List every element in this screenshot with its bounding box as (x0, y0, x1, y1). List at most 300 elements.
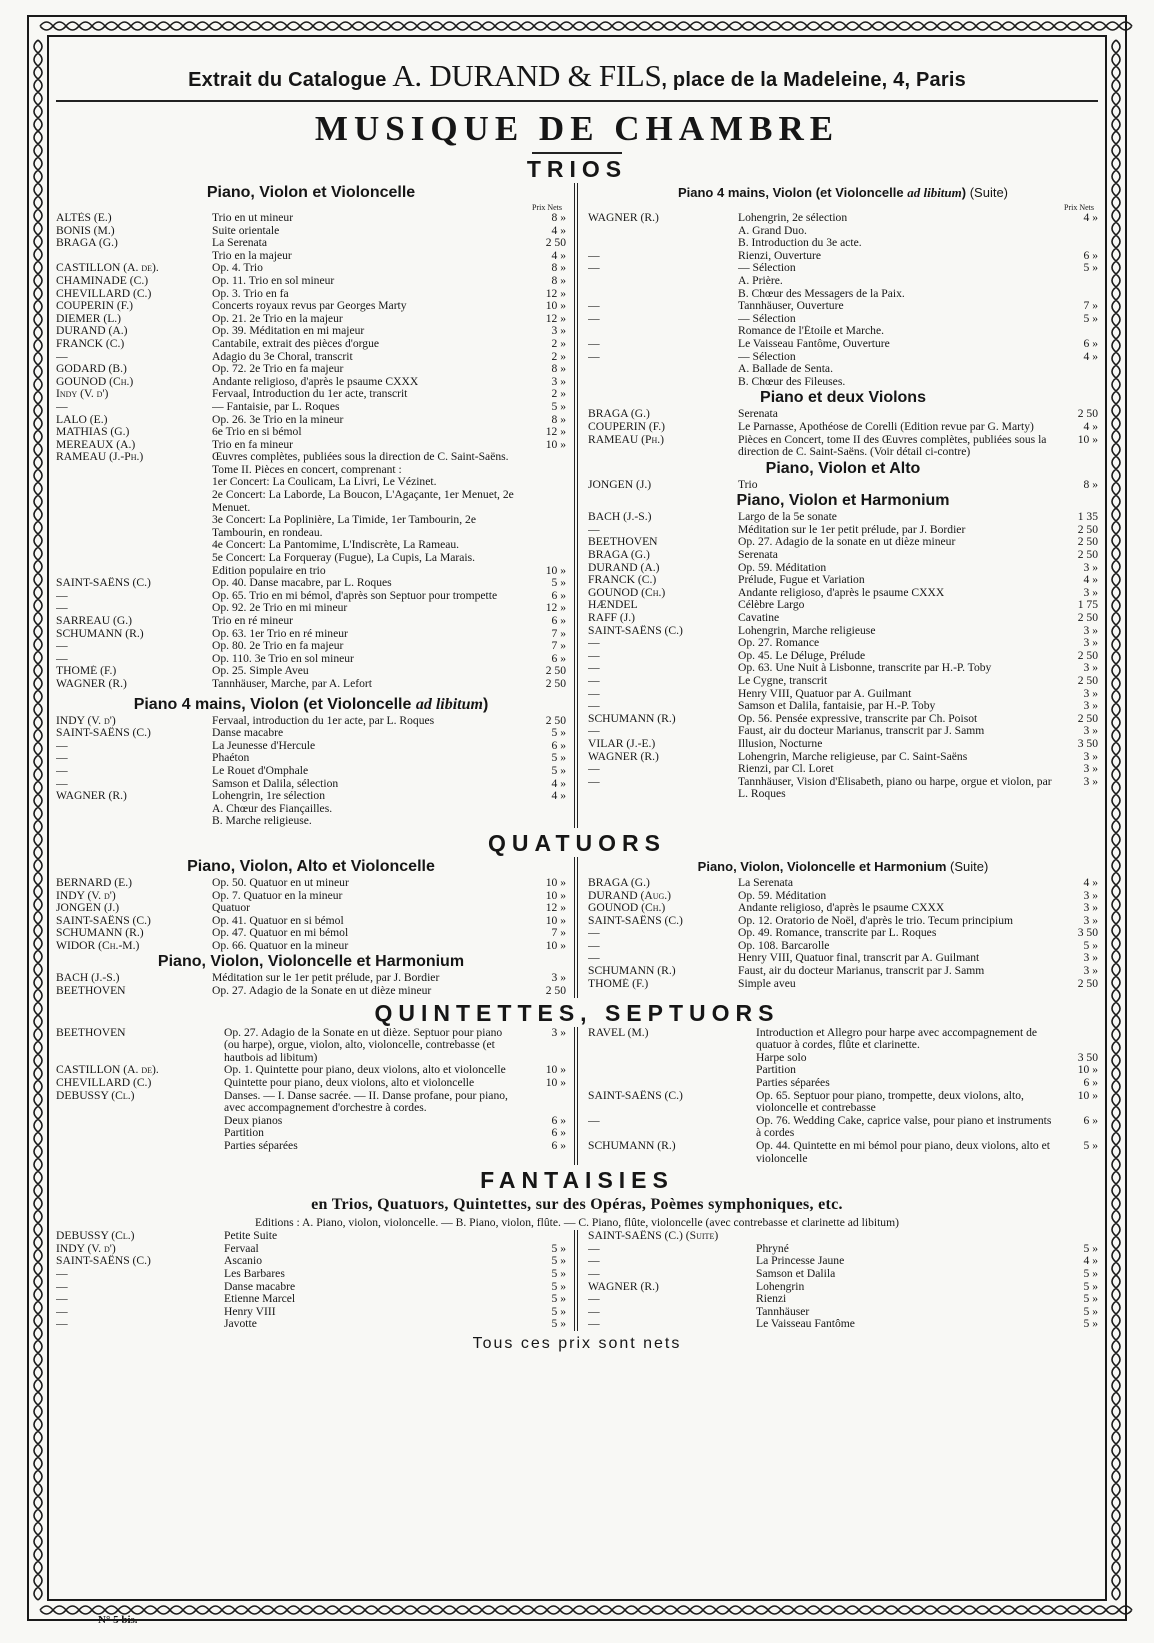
entry-title: Op. 59. Méditation (738, 889, 827, 902)
entry-price: 6 » (551, 652, 566, 665)
entry-composer: — (588, 927, 600, 940)
entry-price: 8 » (551, 274, 566, 287)
entry-price: 2 50 (545, 677, 566, 690)
entry-title: Op. 47. Quatuor en mi bémol (212, 927, 349, 940)
entry-list (56, 715, 566, 828)
entry-price: 6 » (551, 615, 566, 627)
entry-title: Trio en fa mineur (212, 438, 294, 451)
entry-price: 12 » (545, 312, 566, 325)
entry-title: Op. 7. Quatuor en la mineur (212, 889, 343, 902)
catalogue-header: Extrait du Catalogue A. DURAND & FILS, place de la Madeleine, 4, Paris (188, 58, 966, 93)
entry-composer: BACH (J.-S.) (588, 511, 652, 524)
catalogue-entry (588, 288, 1098, 301)
catalogue-entry (56, 927, 566, 940)
catalogue-entry (56, 803, 566, 816)
entry-price (1058, 325, 1098, 338)
fantaisies-subtitle: en Trios, Quatuors, Quintettes, sur des Opéras, Poèmes symphoniques, etc. (311, 1196, 843, 1214)
entry-composer (56, 1127, 224, 1140)
publisher-name: A. DURAND & FILS (392, 58, 662, 93)
catalogue-entry (56, 1064, 566, 1077)
catalogue-entry (588, 1293, 1098, 1306)
catalogue-entry (588, 965, 1098, 978)
entry-price: 2 50 (1077, 549, 1098, 562)
entry-price: 3 » (1083, 561, 1098, 574)
entry-composer: — (588, 1114, 600, 1127)
catalogue-page (56, 50, 1098, 1595)
entry-list (56, 877, 566, 953)
entry-price: 2 50 (545, 665, 566, 678)
entry-price: 3 50 (1077, 1051, 1098, 1064)
entry-composer: CHEVILLARD (C.) (56, 287, 152, 300)
entry-composer: GOUNOD (Ch.) (588, 902, 666, 915)
entry-composer: — (588, 662, 600, 675)
entry-composer: — (56, 777, 68, 790)
entry-title: Quintette pour piano, deux violons, alto et violoncelle (224, 1077, 475, 1090)
entry-price: 3 » (1083, 725, 1098, 738)
entry-title: B. Marche religieuse. (212, 815, 312, 828)
entry-title: Concerts royaux revus par Georges Marty (212, 300, 407, 313)
entry-price: 4 » (1083, 212, 1098, 224)
catalogue-entry (588, 978, 1098, 991)
catalogue-entry (56, 1268, 566, 1281)
entry-price: 4 » (551, 777, 566, 790)
entry-composer: — (588, 775, 600, 788)
entry-price: 5 » (551, 400, 566, 413)
catalogue-entry (588, 650, 1098, 663)
entry-price: 3 » (1083, 763, 1098, 776)
entry-title: — Sélection (738, 312, 796, 325)
entry-price: 8 » (551, 212, 566, 224)
entry-title: Serenata (738, 408, 778, 421)
catalogue-entry (56, 752, 566, 765)
entry-title: Op. 50. Quatuor en ut mineur (212, 876, 349, 889)
entry-composer: CHEVILLARD (C.) (56, 1077, 152, 1090)
entry-composer: — (588, 350, 600, 363)
catalogue-entry (588, 1052, 1098, 1065)
entry-composer: DEBUSSY (Cl.) (56, 1089, 135, 1102)
entry-title: B. Chœur des Messagers de la Paix. (738, 287, 905, 300)
catalogue-entry (588, 688, 1098, 701)
entry-composer: RAFF (J.) (588, 612, 636, 625)
entry-title: Op. 21. 2e Trio en la majeur (212, 312, 343, 325)
entry-price (1052, 1230, 1098, 1243)
entry-price: 6 » (551, 1114, 566, 1127)
entry-title: Tannhäuser, Marche, par A. Lefort (212, 677, 373, 690)
entry-composer: WAGNER (R.) (588, 212, 659, 224)
catalogue-entry (588, 713, 1098, 726)
entry-title: Op. 27. Adagio de la sonate en ut dièze mineur (738, 536, 956, 549)
entry-price: 2 » (551, 337, 566, 350)
entry-price: 5 » (551, 727, 566, 740)
catalogue-entry (56, 915, 566, 928)
entry-price: 2 50 (1077, 649, 1098, 662)
catalogue-entry (588, 1115, 1098, 1140)
entry-composer: SAINT-SAËNS (C.) (588, 1089, 683, 1102)
catalogue-entry (588, 325, 1098, 338)
entry-composer: — (588, 1267, 600, 1280)
entry-composer: RAVEL (M.) (588, 1026, 649, 1039)
entry-price: 3 » (1083, 750, 1098, 763)
entry-composer: — (588, 725, 600, 738)
header-address: place de la Madeleine, 4, Paris (672, 69, 966, 91)
subsection-title: Piano 4 mains, Violon (et Violoncelle ad libitum) (Suite) (677, 185, 1009, 200)
catalogue-entry (56, 1115, 566, 1128)
entry-price: 10 » (545, 438, 566, 451)
entry-composer: VILAR (J.-E.) (588, 737, 656, 750)
catalogue-entry (588, 915, 1098, 928)
entry-composer: WAGNER (R.) (588, 1280, 659, 1293)
entry-title: La Serenata (212, 237, 268, 250)
entry-title: Op. 40. Danse macabre, par L. Roques (212, 577, 392, 590)
catalogue-entry (56, 615, 566, 628)
catalogue-entry (56, 250, 566, 263)
catalogue-entry (588, 1281, 1098, 1294)
entry-price: 3 » (1083, 902, 1098, 915)
entry-title: Trio en la majeur (212, 249, 292, 262)
entry-price: 7 » (551, 627, 566, 640)
catalogue-entry (588, 408, 1098, 421)
entry-composer: — (588, 300, 600, 313)
entry-composer: SAINT-SAËNS (C.) (588, 624, 683, 637)
entry-title: Tannhäuser (756, 1305, 810, 1318)
entry-composer (588, 363, 738, 376)
entry-price: 5 » (551, 1305, 566, 1318)
entry-composer: — (56, 350, 68, 363)
entry-title: Op. 63. Une Nuit à Lisbonne, transcrite par H.-P. Toby (738, 662, 992, 675)
entry-title: Samson et Dalila, fantaisie, par H.-P. Toby (738, 700, 936, 713)
entry-title: Andante religioso, d'après le psaume CXXX (738, 586, 945, 599)
entry-title: Rienzi (756, 1293, 787, 1306)
entry-price: 1 75 (1077, 599, 1098, 612)
entry-price: 4 » (1083, 350, 1098, 363)
entry-title: Le Parnasse, Apothéose de Corelli (Edition revue par G. Marty) (738, 420, 1034, 433)
entry-price: 10 » (545, 889, 566, 902)
subsection-title: Piano, Violon et Alto (765, 459, 921, 477)
entry-composer: — (56, 752, 68, 765)
entry-composer: — (588, 1293, 600, 1306)
catalogue-entry (588, 434, 1098, 459)
catalogue-entry (56, 665, 566, 678)
entry-composer: — (588, 952, 600, 965)
entry-title: Fervaal, introduction du 1er acte, par L. Roques (212, 714, 435, 727)
entry-composer: WIDOR (Ch.-M.) (56, 939, 140, 952)
catalogue-entry (588, 212, 1098, 225)
entry-price: 6 » (1083, 249, 1098, 262)
entry-title (756, 1230, 1052, 1243)
catalogue-entry (56, 565, 566, 578)
entry-title: Op. 3. Trio en fa (212, 287, 289, 300)
entry-price: 6 » (551, 589, 566, 602)
entry-price (516, 803, 566, 816)
entry-title: Op. 27. Romance (738, 637, 820, 650)
catalogue-entry (56, 351, 566, 364)
catalogue-entry (56, 1306, 566, 1319)
entry-title: Le Vaisseau Fantôme (756, 1318, 855, 1331)
entry-price (516, 451, 566, 476)
entry-composer: FRANCK (C.) (588, 574, 657, 587)
entry-composer: GOUNOD (Ch.) (56, 375, 134, 388)
entry-price: 5 » (1083, 1293, 1098, 1306)
entry-price: 10 » (1077, 433, 1098, 446)
catalogue-entry (56, 602, 566, 615)
catalogue-entry (56, 972, 566, 985)
catalogue-entry (588, 700, 1098, 713)
entry-composer: INDY (V. d') (56, 714, 116, 727)
entry-list (588, 212, 1098, 388)
entry-composer: THOMÉ (F.) (588, 977, 649, 990)
catalogue-entry (56, 628, 566, 641)
section-title-quintettes: QUINTETTES, SEPTUORS (374, 999, 780, 1026)
entry-title: Faust, air du docteur Marianus, transcrit par J. Samm (738, 725, 985, 738)
entry-price: 4 » (1083, 876, 1098, 889)
catalogue-entry (588, 763, 1098, 776)
entry-price: 10 » (545, 939, 566, 952)
entry-composer (56, 250, 212, 263)
section-title-trios: TRIOS (526, 156, 628, 182)
entry-composer (588, 225, 738, 238)
entry-title: Harpe solo (756, 1051, 807, 1064)
catalogue-entry (56, 1230, 566, 1243)
entry-price (516, 476, 566, 489)
entry-title: Illusion, Nocturne (738, 737, 823, 750)
entry-title: Op. 49. Romance, transcrite par L. Roques (738, 927, 937, 940)
entry-price: 2 50 (1077, 408, 1098, 421)
entry-composer: SCHUMANN (R.) (588, 712, 676, 725)
entry-title: La Jeunesse d'Hercule (212, 739, 316, 752)
entry-composer: BEETHOVEN (56, 1026, 126, 1039)
catalogue-entry (588, 927, 1098, 940)
entry-composer: BRAGA (G.) (588, 549, 650, 562)
entry-list (56, 972, 566, 997)
entry-composer: — (56, 602, 68, 615)
catalogue-entry (588, 940, 1098, 953)
entry-title: Phaéton (212, 752, 250, 765)
entry-composer: BRAGA (G.) (56, 237, 118, 250)
entry-title: Op. 72. 2e Trio en fa majeur (212, 363, 344, 376)
section-title-quatuors: QUATUORS (488, 829, 666, 856)
entry-title: Tannhäuser, Ouverture (738, 300, 844, 313)
entry-price: 5 » (1083, 1305, 1098, 1318)
entry-price: 7 » (551, 927, 566, 940)
entry-price: 5 » (1083, 1140, 1098, 1152)
catalogue-entry (56, 1090, 566, 1115)
entry-price: 4 » (1083, 420, 1098, 433)
entry-title: Samson et Dalila, sélection (212, 777, 339, 790)
entry-composer (56, 552, 212, 565)
entry-composer: WAGNER (R.) (56, 677, 127, 690)
entry-title: Op. 65. Septuor pour piano, trompette, deux violons, alto, violoncelle et contrebasse (756, 1089, 1024, 1115)
catalogue-entry (588, 776, 1098, 801)
catalogue-entry (56, 740, 566, 753)
entry-title: — Sélection (738, 262, 796, 275)
entry-composer (56, 514, 212, 539)
catalogue-entry (588, 725, 1098, 738)
catalogue-entry (588, 1318, 1098, 1331)
entry-title: Op. 27. Adagio de la Sonate en ut dièze. Septuor pour piano (ou harpe), orgue, violon, alto, violoncelle, contrebasse (et hautbois ad libitum) (224, 1026, 503, 1064)
entry-title: — Sélection (738, 350, 796, 363)
entry-price (516, 815, 566, 828)
entry-price (1058, 225, 1098, 238)
entry-composer: INDY (V. d') (56, 889, 116, 902)
entry-title: Rienzi, par Cl. Loret (738, 763, 834, 776)
entry-price: 10 » (545, 300, 566, 313)
entry-title: Célèbre Largo (738, 599, 805, 612)
entry-price: 3 » (551, 972, 566, 985)
entry-composer: — (588, 675, 600, 687)
entry-title: Partition (224, 1127, 264, 1140)
entry-title: Op. 66. Quatuor en la mineur (212, 939, 349, 952)
entry-composer: FRANCK (C.) (56, 337, 125, 350)
entry-title: Etienne Marcel (224, 1293, 296, 1306)
entry-title: 2e Concert: La Laborde, La Boucon, L'Agaçante, 1er Menuet, 2e Menuet. (212, 489, 514, 514)
catalogue-entry (56, 1293, 566, 1306)
entry-composer (56, 803, 212, 816)
entry-composer: — (56, 1305, 68, 1318)
entry-price: 4 » (551, 224, 566, 237)
entry-composer: — (588, 637, 600, 650)
entry-price (1058, 363, 1098, 376)
entry-price: 2 50 (1077, 523, 1098, 536)
entry-composer: BERNARD (E.) (56, 876, 132, 889)
entry-price: 3 » (1083, 700, 1098, 713)
entry-price: 5 » (1083, 1242, 1098, 1255)
entry-composer: HÆNDEL (588, 599, 638, 612)
quintettes-columns (56, 1027, 1098, 1166)
entry-title: 5e Concert: La Forqueray (Fugue), La Cupis, La Marais. (212, 552, 476, 565)
entry-composer: SAINT-SAËNS (C.) (588, 914, 683, 927)
entry-title: Phryné (756, 1242, 789, 1255)
catalogue-entry (56, 1281, 566, 1294)
entry-composer: — (588, 649, 600, 662)
catalogue-entry (588, 587, 1098, 600)
entry-title: Op. 63. 1er Trio en ré mineur (212, 627, 348, 640)
catalogue-entry (588, 599, 1098, 612)
catalogue-entry (56, 225, 566, 238)
entry-title: Op. 110. 3e Trio en sol mineur (212, 652, 354, 665)
catalogue-entry (588, 902, 1098, 915)
catalogue-entry (588, 612, 1098, 625)
entry-price: 5 » (551, 764, 566, 777)
catalogue-entry (588, 1230, 1098, 1243)
entry-title: Henry VIII (224, 1305, 276, 1318)
entry-composer: Indy (V. d') (56, 388, 109, 401)
entry-title: Op. 25. Simple Aveu (212, 665, 309, 678)
entry-list (588, 1027, 1098, 1166)
entry-composer: — (588, 337, 600, 350)
entry-price: 3 » (1083, 889, 1098, 902)
entry-title: A. Prière. (738, 274, 783, 287)
entry-composer: — (588, 249, 600, 262)
catalogue-entry (588, 511, 1098, 524)
entry-price: 5 » (551, 1318, 566, 1331)
entry-composer: GODARD (B.) (56, 363, 127, 376)
catalogue-entry (56, 388, 566, 401)
catalogue-entry (588, 237, 1098, 250)
catalogue-entry (56, 401, 566, 414)
entry-price: 2 » (551, 388, 566, 401)
entry-title: Fervaal, Introduction du 1er acte, transcrit (212, 388, 408, 401)
entry-price (516, 539, 566, 552)
entry-price: 8 » (551, 363, 566, 376)
catalogue-entry (588, 637, 1098, 650)
entry-composer: DURAND (A.) (56, 325, 128, 338)
catalogue-entry (56, 765, 566, 778)
catalogue-entry (56, 902, 566, 915)
entry-price: 10 » (545, 564, 566, 577)
entry-price: 5 » (1083, 262, 1098, 275)
entry-composer: SCHUMANN (R.) (588, 1140, 676, 1152)
fantaisies-columns (56, 1230, 1098, 1331)
entry-composer: LALO (E.) (56, 413, 108, 426)
trios-columns (56, 183, 1098, 828)
entry-title: Trio en ré mineur (212, 615, 294, 627)
entry-composer (588, 1064, 756, 1077)
catalogue-entry (56, 539, 566, 552)
catalogue-entry (588, 479, 1098, 492)
entry-composer: DURAND (Aug.) (588, 889, 672, 902)
catalogue-entry (56, 940, 566, 953)
entry-list (588, 511, 1098, 801)
entry-composer: — (56, 764, 68, 777)
catalogue-entry (588, 1064, 1098, 1077)
entry-composer: CASTILLON (A. de). (56, 1064, 159, 1077)
entry-composer: — (588, 763, 600, 776)
entry-title: Henry VIII, Quatuor final, transcrit par A. Guilmant (738, 952, 980, 965)
subsection-title: Piano 4 mains, Violon (et Violoncelle ad libitum) (133, 695, 489, 713)
catalogue-entry (56, 439, 566, 452)
entry-price: 2 50 (545, 714, 566, 727)
entry-title: Fervaal (224, 1242, 259, 1255)
entry-list (588, 877, 1098, 990)
entry-price (516, 514, 566, 539)
entry-title: Romance de l'Étoile et Marche. (738, 325, 884, 338)
entry-composer: — (588, 312, 600, 325)
entry-title: Henry VIII, Quatuor par A. Guilmant (738, 687, 912, 700)
entry-composer: — (56, 1280, 68, 1293)
entry-title: Tannhäuser, Vision d'Élisabeth, piano ou harpe, orgue et violon, par L. Roques (738, 775, 1052, 801)
entry-title: Op. 12. Oratorio de Noël, d'après le trio. Tecum principium (738, 914, 1014, 927)
entry-title: 4e Concert: La Pantomime, L'Indiscrète, La Rameau. (212, 539, 460, 552)
entry-price: 3 50 (1077, 927, 1098, 940)
catalogue-entry (56, 678, 566, 691)
entry-price: 6 » (551, 1127, 566, 1140)
entry-title: Op. 27. Adagio de la Sonate en ut dièze mineur (212, 985, 432, 998)
entry-composer: BRAGA (G.) (588, 876, 650, 889)
catalogue-entry (588, 1306, 1098, 1319)
catalogue-entry (588, 1027, 1098, 1052)
entry-composer (56, 476, 212, 489)
entry-composer: GOUNOD (Ch.) (588, 586, 666, 599)
entry-composer: — (588, 1318, 600, 1331)
subsection-title: Piano, Violon, Violoncelle et Harmonium (157, 953, 465, 971)
catalogue-entry (56, 985, 566, 998)
entry-title: Danse macabre (224, 1280, 296, 1293)
entry-title: Trio (738, 478, 758, 491)
entry-title: Op. 41. Quatuor en si bémol (212, 914, 344, 927)
entry-composer: BEETHOVEN (588, 536, 658, 549)
entry-price: 3 » (1083, 775, 1098, 788)
entry-title: A. Grand Duo. (738, 224, 807, 237)
entry-price: 3 » (551, 325, 566, 338)
entry-title: Lohengrin, Marche religieuse (738, 624, 876, 637)
entry-price: 5 » (1083, 312, 1098, 325)
entry-price: 12 » (545, 902, 566, 915)
entry-title: Op. 26. 3e Trio en la mineur (212, 413, 344, 426)
entry-price: 8 » (551, 413, 566, 426)
catalogue-entry (588, 338, 1098, 351)
entry-composer: WAGNER (R.) (588, 750, 659, 763)
catalogue-entry (588, 313, 1098, 326)
